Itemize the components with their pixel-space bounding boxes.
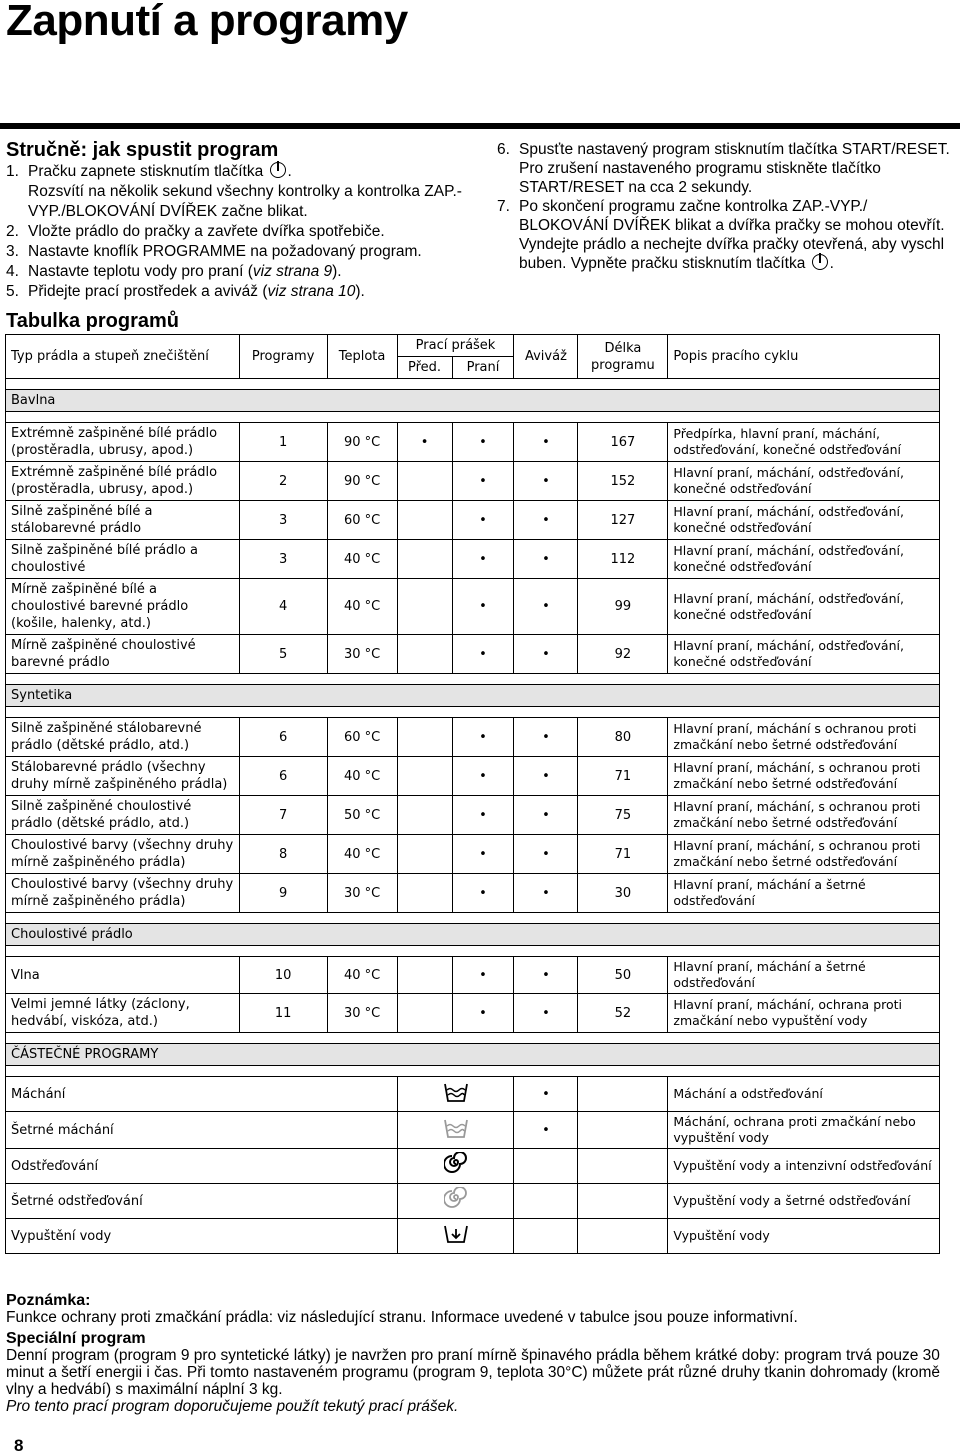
cell-duration: 80 (578, 718, 668, 757)
cell-softener: • (514, 796, 578, 835)
table-row (6, 835, 940, 874)
cell-icon (397, 1149, 514, 1184)
cell-prewash (397, 757, 452, 796)
rinse-icon (443, 1081, 469, 1108)
cell-icon (397, 1219, 514, 1254)
cell-program: 2 (239, 462, 327, 501)
cell-duration (578, 1149, 668, 1184)
cell-softener: • (514, 835, 578, 874)
cell-temperature: 30 °C (327, 994, 397, 1033)
cell-prewash (397, 874, 452, 913)
cell-description: Hlavní praní, máchání, odstřeďování, konečné odstřeďování (668, 501, 940, 540)
cell-prewash (397, 635, 452, 674)
cell-duration: 71 (578, 757, 668, 796)
cell-program: 5 (239, 635, 327, 674)
section-label: Bavlna (6, 390, 940, 412)
header-temperature: Teplota (327, 335, 397, 379)
cell-program: 8 (239, 835, 327, 874)
partial-programs-row (6, 1044, 940, 1066)
cell-prewash (397, 957, 452, 994)
cell-program: 4 (239, 579, 327, 635)
step-6-detail (497, 159, 952, 197)
cell-description: Máchání a odstřeďování (668, 1077, 940, 1112)
table-row (6, 796, 940, 835)
cell-duration: 99 (578, 579, 668, 635)
cell-temperature: 90 °C (327, 423, 397, 462)
cell-softener: • (514, 501, 578, 540)
table-row (6, 462, 940, 501)
cell-duration: 71 (578, 835, 668, 874)
table-row (6, 994, 940, 1033)
cell-fabric-type: Odstřeďování (6, 1149, 398, 1184)
cell-wash: • (452, 718, 514, 757)
step-6 (497, 140, 952, 159)
cell-wash: • (452, 501, 514, 540)
page-number: 8 (14, 1436, 24, 1455)
cell-fabric-type: Silně zašpiněné stálobarevné prádlo (dětské prádlo, atd.) (6, 718, 240, 757)
cell-icon (397, 1184, 514, 1219)
cell-duration: 167 (578, 423, 668, 462)
table-row (6, 423, 940, 462)
cell-temperature: 40 °C (327, 579, 397, 635)
cell-prewash (397, 540, 452, 579)
cell-temperature: 30 °C (327, 874, 397, 913)
table-row (6, 1219, 940, 1254)
cell-softener (514, 1219, 578, 1254)
cell-program: 7 (239, 796, 327, 835)
cell-duration (578, 1077, 668, 1112)
header-duration: Délka programu (578, 335, 668, 379)
note-title: Poznámka: (6, 1292, 91, 1309)
cell-wash: • (452, 994, 514, 1033)
cell-wash: • (452, 462, 514, 501)
cell-softener: • (514, 957, 578, 994)
cell-prewash (397, 796, 452, 835)
page-reference: viz strana 10 (267, 283, 356, 300)
cell-fabric-type: Velmi jemné látky (záclony, hedvábí, viskóza, atd.) (6, 994, 240, 1033)
step-7 (497, 197, 952, 273)
special-program-title: Speciální program (6, 1330, 146, 1347)
table-row (6, 718, 940, 757)
cell-wash: • (452, 757, 514, 796)
cell-softener (514, 1184, 578, 1219)
cell-description: Hlavní praní, máchání, odstřeďování, konečné odstřeďování (668, 635, 940, 674)
cell-fabric-type: Šetrné odstřeďování (6, 1184, 398, 1219)
step-3 (6, 242, 476, 262)
cell-temperature: 40 °C (327, 757, 397, 796)
cell-softener (514, 1149, 578, 1184)
cell-fabric-type: Máchání (6, 1077, 398, 1112)
gentle-spin-icon (444, 1187, 468, 1216)
cell-wash: • (452, 874, 514, 913)
cell-prewash (397, 579, 452, 635)
cell-fabric-type: Mírně zašpiněné bílé a choulostivé barevné prádlo (košile, halenky, atd.) (6, 579, 240, 635)
cell-fabric-type: Šetrné máchání (6, 1112, 398, 1149)
cell-softener: • (514, 1112, 578, 1149)
cell-fabric-type: Choulostivé barvy (všechny druhy mírně zašpiněného prádla) (6, 835, 240, 874)
header-powder: Prací prášek (397, 335, 514, 357)
power-icon (812, 254, 828, 270)
power-icon (270, 162, 286, 178)
cell-description: Máchání, ochrana proti zmačkání nebo vypuštění vody (668, 1112, 940, 1149)
cell-duration: 152 (578, 462, 668, 501)
note-text: Funkce ochrany proti zmačkání prádla: viz následující stranu. Informace uvedené v tabulce jsou pouze informativní. (6, 1309, 798, 1326)
header-description: Popis pracího cyklu (668, 335, 940, 379)
cell-icon (397, 1077, 514, 1112)
section-row (6, 924, 940, 946)
step-text: Pračku zapnete stisknutím tlačítka (28, 163, 268, 180)
step-number: 3. (6, 243, 19, 260)
header-prewash: Před. (397, 357, 452, 379)
cell-prewash (397, 462, 452, 501)
cell-prewash (397, 994, 452, 1033)
table-row (6, 1077, 940, 1112)
cell-duration: 52 (578, 994, 668, 1033)
step-text: Přidejte prací prostředek a aviváž ( (28, 283, 268, 300)
spin-icon (444, 1152, 468, 1181)
cell-fabric-type: Silně zašpiněné choulostivé prádlo (dětské prádlo, atd.) (6, 796, 240, 835)
cell-duration: 127 (578, 501, 668, 540)
cell-program: 6 (239, 757, 327, 796)
step-1 (6, 162, 476, 182)
cell-description: Vypuštění vody a šetrné odstřeďování (668, 1184, 940, 1219)
cell-temperature: 30 °C (327, 635, 397, 674)
cell-program: 3 (239, 540, 327, 579)
special-program-text: Denní program (program 9 pro syntetické látky) je navržen pro praní mírně špinavého prádla během krátké doby: program trvá pouze 30 minut a šetří energii i čas. Při tomto nastaveném programu (program 9, teplota 30°C) můžete prát různé druhy tkanin dohromady (kromě vlny a hedvábí) s maximální náplní 3 kg. (6, 1347, 941, 1398)
cell-program: 9 (239, 874, 327, 913)
cell-description: Hlavní praní, máchání, odstřeďování, konečné odstřeďování (668, 462, 940, 501)
cell-wash: • (452, 540, 514, 579)
table-row (6, 957, 940, 994)
cell-description: Hlavní praní, máchání a šetrné odstřeďování (668, 957, 940, 994)
step-2 (6, 222, 476, 242)
cell-fabric-type: Silně zašpiněné bílé prádlo a choulostivé (6, 540, 240, 579)
cell-wash: • (452, 796, 514, 835)
section-label: ČÁSTEČNÉ PROGRAMY (6, 1044, 940, 1066)
table-row (6, 874, 940, 913)
cell-duration: 30 (578, 874, 668, 913)
cell-temperature: 90 °C (327, 462, 397, 501)
step-text: Spusťte nastavený program stisknutím tlačítka START/RESET. (519, 141, 950, 158)
cell-prewash (397, 835, 452, 874)
step-number: 1. (6, 163, 19, 180)
step-number: 5. (6, 283, 19, 300)
cell-description: Předpírka, hlavní praní, máchání, odstřeďování, konečné odstřeďování (668, 423, 940, 462)
cell-duration (578, 1184, 668, 1219)
table-row (6, 1149, 940, 1184)
cell-duration: 50 (578, 957, 668, 994)
step-number: 2. (6, 223, 19, 240)
cell-wash: • (452, 579, 514, 635)
cell-description: Hlavní praní, máchání s ochranou proti zmačkání nebo šetrné odstřeďování (668, 718, 940, 757)
step-5 (6, 282, 476, 302)
cell-fabric-type: Silně zašpiněné bílé a stálobarevné prádlo (6, 501, 240, 540)
program-table (5, 334, 940, 1254)
cell-program: 10 (239, 957, 327, 994)
cell-wash: • (452, 423, 514, 462)
step-4 (6, 262, 476, 282)
step-text: . (287, 163, 292, 180)
cell-temperature: 60 °C (327, 718, 397, 757)
section-label: Syntetika (6, 685, 940, 707)
cell-description: Hlavní praní, máchání a šetrné odstřeďování (668, 874, 940, 913)
notes (6, 1292, 946, 1415)
cell-temperature: 60 °C (327, 501, 397, 540)
cell-prewash (397, 501, 452, 540)
step-text: Pro zrušení nastaveného programu stiskněte tlačítko START/RESET na cca 2 sekundy. (519, 160, 881, 196)
cell-softener: • (514, 1077, 578, 1112)
cell-program: 11 (239, 994, 327, 1033)
cell-wash: • (452, 957, 514, 994)
cell-softener: • (514, 757, 578, 796)
cell-description: Vypuštění vody a intenzivní odstřeďování (668, 1149, 940, 1184)
cell-softener: • (514, 874, 578, 913)
cell-description: Hlavní praní, máchání, s ochranou proti zmačkání nebo šetrné odstřeďování (668, 835, 940, 874)
cell-prewash (397, 718, 452, 757)
step-number: 7. (497, 198, 510, 215)
header-wash: Praní (452, 357, 514, 379)
cell-softener: • (514, 423, 578, 462)
cell-description: Hlavní praní, máchání, odstřeďování, konečné odstřeďování (668, 540, 940, 579)
cell-fabric-type: Stálobarevné prádlo (všechny druhy mírně zašpiněného prádla) (6, 757, 240, 796)
cell-fabric-type: Vlna (6, 957, 240, 994)
cell-fabric-type: Extrémně zašpiněné bílé prádlo (prostěradla, ubrusy, apod.) (6, 462, 240, 501)
cell-icon (397, 1112, 514, 1149)
cell-wash: • (452, 635, 514, 674)
cell-prewash: • (397, 423, 452, 462)
table-row (6, 1184, 940, 1219)
table-row (6, 1112, 940, 1149)
title-rule (0, 123, 960, 129)
cell-temperature: 50 °C (327, 796, 397, 835)
cell-fabric-type: Extrémně zašpiněné bílé prádlo (prostěradla, ubrusy, apod.) (6, 423, 240, 462)
quick-guide (6, 140, 476, 302)
step-number: 6. (497, 141, 510, 158)
cell-softener: • (514, 579, 578, 635)
table-row (6, 501, 940, 540)
cell-description: Hlavní praní, máchání, s ochranou proti zmačkání nebo šetrné odstřeďování (668, 796, 940, 835)
cell-fabric-type: Mírně zašpiněné choulostivé barevné prádlo (6, 635, 240, 674)
cell-temperature: 40 °C (327, 835, 397, 874)
cell-description: Vypuštění vody (668, 1219, 940, 1254)
quick-guide-continued (497, 140, 952, 273)
header-programs: Programy (239, 335, 327, 379)
cell-softener: • (514, 462, 578, 501)
special-program-note: Pro tento prací program doporučujeme použít tekutý prací prášek. (6, 1398, 459, 1415)
section-row (6, 685, 940, 707)
step-text: Rozsvítí na několik sekund všechny kontrolky a kontrolka ZAP.-VYP./BLOKOVÁNÍ DVÍŘEK začne blikat. (28, 183, 462, 220)
cell-program: 1 (239, 423, 327, 462)
cell-duration: 112 (578, 540, 668, 579)
quick-guide-heading: Stručně: jak spustit program (6, 139, 279, 161)
drain-icon (443, 1223, 469, 1250)
step-text: ). (355, 283, 365, 300)
cell-softener: • (514, 718, 578, 757)
cell-program: 6 (239, 718, 327, 757)
step-text: Nastavte teplotu vody pro praní ( (28, 263, 253, 280)
cell-duration: 75 (578, 796, 668, 835)
cell-duration: 92 (578, 635, 668, 674)
step-text: Po skončení programu začne kontrolka ZAP.-VYP./ BLOKOVÁNÍ DVÍŘEK blikat a dvířka pračky se mohou otevřít. Vyndejte prádlo a nechejte dvířka pračky otevřená, aby vyschl buben. Vypněte pračku stisknutím tlačítka (519, 198, 945, 272)
cell-temperature: 40 °C (327, 957, 397, 994)
cell-description: Hlavní praní, máchání, odstřeďování, konečné odstřeďování (668, 579, 940, 635)
header-softener: Aviváž (514, 335, 578, 379)
cell-duration (578, 1112, 668, 1149)
cell-description: Hlavní praní, máchání, ochrana proti zmačkání nebo vypuštění vody (668, 994, 940, 1033)
page-reference: viz strana 9 (252, 263, 333, 280)
cell-program: 3 (239, 501, 327, 540)
table-row (6, 757, 940, 796)
gentle-rinse-icon (443, 1117, 469, 1144)
cell-duration (578, 1219, 668, 1254)
cell-softener: • (514, 994, 578, 1033)
table-title: Tabulka programů (6, 310, 179, 332)
step-text: Vložte prádlo do pračky a zavřete dvířka spotřebiče. (28, 223, 385, 240)
page-title: Zapnutí a programy (6, 0, 408, 45)
cell-temperature: 40 °C (327, 540, 397, 579)
step-number: 4. (6, 263, 19, 280)
cell-softener: • (514, 540, 578, 579)
cell-fabric-type: Choulostivé barvy (všechny druhy mírně zašpiněného prádla) (6, 874, 240, 913)
step-text: ). (332, 263, 342, 280)
step-1-detail (6, 182, 476, 222)
header-type: Typ prádla a stupeň znečištění (6, 335, 240, 379)
cell-wash: • (452, 835, 514, 874)
table-row (6, 579, 940, 635)
step-text: . (829, 255, 834, 272)
section-row (6, 390, 940, 412)
cell-fabric-type: Vypuštění vody (6, 1219, 398, 1254)
table-row (6, 540, 940, 579)
cell-softener: • (514, 635, 578, 674)
step-text: Nastavte knoflík PROGRAMME na požadovaný program. (28, 243, 422, 260)
table-row (6, 635, 940, 674)
section-label: Choulostivé prádlo (6, 924, 940, 946)
cell-description: Hlavní praní, máchání, s ochranou proti zmačkání nebo šetrné odstřeďování (668, 757, 940, 796)
